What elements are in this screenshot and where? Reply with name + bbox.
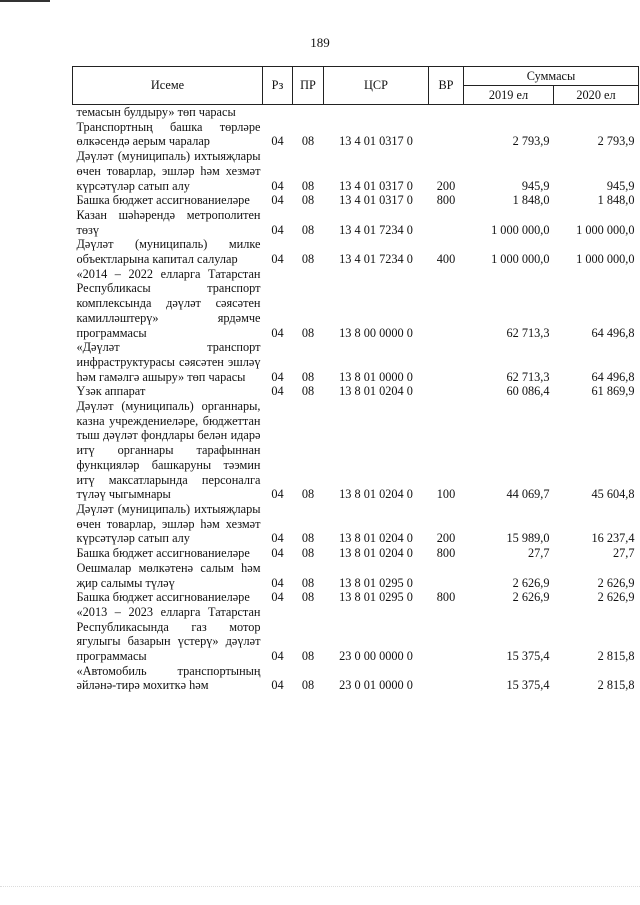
row-pr-cell: 08 bbox=[301, 678, 315, 693]
row-rz-cell: 04 bbox=[271, 590, 284, 605]
row-csr-cell: 23 0 00 0000 0 bbox=[339, 649, 413, 664]
row-vr-cell bbox=[429, 664, 464, 693]
table-row bbox=[73, 267, 639, 341]
row-name-cell: Дәүләт (муниципаль) милке объектларына капитал салулар bbox=[76, 237, 261, 267]
row-rz-cell: 04 bbox=[271, 325, 284, 340]
row-csr-cell: 13 4 01 7234 0 bbox=[339, 222, 413, 237]
row-pr-cell: 08 bbox=[301, 325, 315, 340]
row-pr-cell: 08 bbox=[301, 222, 315, 237]
row-sum-2020-cell: 2 793,9 bbox=[597, 134, 635, 149]
row-csr-cell: 13 4 01 0317 0 bbox=[339, 134, 413, 149]
row-rz-cell: 04 bbox=[271, 369, 284, 384]
row-pr-cell: 08 bbox=[301, 531, 315, 546]
row-name-cell: темасын булдыру» төп чарасы Транспортның башка төрләре өлкәсендә аерым чаралар bbox=[76, 105, 261, 149]
table-row bbox=[73, 149, 639, 193]
row-sum-2020-cell: 2 815,8 bbox=[597, 678, 635, 693]
row-sum-2020-cell: 2 626,9 bbox=[597, 575, 635, 590]
header-vr: ВР bbox=[429, 67, 464, 105]
row-sum-2020-cell: 1 000 000,0 bbox=[576, 222, 635, 237]
row-sum-2019-cell: 27,7 bbox=[527, 546, 550, 561]
row-sum-2019-cell: 2 793,9 bbox=[512, 134, 550, 149]
row-csr-cell: 13 8 01 0204 0 bbox=[339, 531, 413, 546]
row-pr-cell: 08 bbox=[301, 384, 315, 399]
row-rz-cell: 04 bbox=[271, 546, 284, 561]
row-vr-cell bbox=[429, 384, 464, 399]
row-sum-2019-cell: 15 375,4 bbox=[506, 678, 550, 693]
row-sum-2019-cell: 1 000 000,0 bbox=[491, 222, 550, 237]
table-row bbox=[73, 605, 639, 664]
row-sum-2020-cell: 16 237,4 bbox=[591, 531, 635, 546]
page-number: 189 bbox=[310, 35, 330, 50]
row-rz-cell: 04 bbox=[271, 678, 284, 693]
row-vr-cell: 200 bbox=[436, 178, 456, 193]
row-sum-2019-cell: 62 713,3 bbox=[506, 369, 550, 384]
row-name-cell: «Автомобиль транспортының әйләнә-тирә мохиткә һәм bbox=[76, 663, 261, 693]
row-pr-cell: 08 bbox=[301, 649, 315, 664]
row-name-cell: Казан шәһәрендә метрополитен төзү bbox=[76, 207, 261, 237]
header-pr: ПР bbox=[293, 67, 324, 105]
header-csr: ЦСР bbox=[324, 67, 429, 105]
row-vr-cell: 800 bbox=[436, 193, 456, 208]
row-csr-cell: 13 8 01 0000 0 bbox=[339, 369, 413, 384]
row-name-cell: Дәүләт (муниципаль) органнары, казна учреждениеләре, бюджеттан тыш дәүләт фондлары белән идарә итү органнары тарафыннан функцияләр башкаруны тәэмин итү максатларында персоналга түләү чыгымнары bbox=[76, 399, 261, 502]
row-pr-cell: 08 bbox=[301, 575, 315, 590]
row-csr-cell: 13 4 01 0317 0 bbox=[339, 193, 413, 208]
row-csr-cell: 13 8 01 0295 0 bbox=[339, 575, 413, 590]
row-sum-2020-cell: 27,7 bbox=[612, 546, 635, 561]
row-csr-cell: 13 8 01 0204 0 bbox=[339, 384, 413, 399]
table-row bbox=[73, 664, 639, 693]
row-name-cell: «Дәүләт транспорт инфраструктурасы сәясәтен эшләү һәм гамәлгә ашыру» төп чарасы bbox=[76, 340, 261, 384]
row-sum-2020-cell: 64 496,8 bbox=[591, 369, 635, 384]
row-name-cell: Башка бюджет ассигнованиеләре bbox=[76, 546, 250, 561]
row-sum-2020-cell: 2 626,9 bbox=[597, 590, 635, 605]
row-pr-cell: 08 bbox=[301, 178, 315, 193]
row-vr-cell bbox=[429, 105, 464, 150]
row-sum-2020-cell: 45 604,8 bbox=[591, 487, 635, 502]
row-vr-cell bbox=[429, 605, 464, 664]
row-name-cell: Дәүләт (муниципаль) ихтыяҗлары өчен товарлар, эшләр һәм хезмәт күрсәтүләр сатып алу bbox=[76, 501, 261, 546]
row-rz-cell: 04 bbox=[271, 531, 284, 546]
row-csr-cell: 13 8 01 0295 0 bbox=[339, 590, 413, 605]
row-sum-2019-cell: 60 086,4 bbox=[506, 384, 550, 399]
row-csr-cell: 13 4 01 7234 0 bbox=[339, 252, 413, 267]
table-row bbox=[73, 546, 639, 561]
row-csr-cell: 13 4 01 0317 0 bbox=[339, 178, 413, 193]
row-csr-cell: 13 8 01 0204 0 bbox=[339, 546, 413, 561]
row-pr-cell: 08 bbox=[301, 134, 315, 149]
row-vr-cell: 800 bbox=[436, 546, 456, 561]
top-rule bbox=[0, 0, 50, 2]
row-rz-cell: 04 bbox=[271, 575, 284, 590]
row-rz-cell: 04 bbox=[271, 384, 284, 399]
row-rz-cell: 04 bbox=[271, 193, 284, 208]
row-vr-cell bbox=[429, 340, 464, 384]
header-name: Исеме bbox=[73, 67, 263, 105]
row-sum-2019-cell: 2 626,9 bbox=[512, 575, 550, 590]
row-name-cell: «2014 – 2022 елларга Татарстан Республикасы транспорт комплексында дәүләт сәясәтен камилләштерү» ярдәмче программасы bbox=[76, 266, 261, 340]
table-row bbox=[73, 561, 639, 590]
row-pr-cell: 08 bbox=[301, 590, 315, 605]
row-rz-cell: 04 bbox=[271, 134, 284, 149]
table-row bbox=[73, 208, 639, 237]
row-rz-cell: 04 bbox=[271, 222, 284, 237]
row-vr-cell: 200 bbox=[436, 531, 456, 546]
row-pr-cell: 08 bbox=[301, 252, 315, 267]
row-sum-2019-cell: 1 848,0 bbox=[512, 193, 550, 208]
row-sum-2019-cell: 15 989,0 bbox=[506, 531, 550, 546]
row-csr-cell: 13 8 01 0204 0 bbox=[339, 487, 413, 502]
row-pr-cell: 08 bbox=[301, 193, 315, 208]
table-row bbox=[73, 590, 639, 605]
row-vr-cell: 100 bbox=[436, 487, 456, 502]
row-sum-2020-cell: 945,9 bbox=[606, 178, 635, 193]
row-vr-cell: 400 bbox=[436, 252, 456, 267]
row-rz-cell: 04 bbox=[271, 487, 284, 502]
row-rz-cell: 04 bbox=[271, 649, 284, 664]
row-sum-2019-cell: 44 069,7 bbox=[506, 487, 550, 502]
row-name-cell: Дәүләт (муниципаль) ихтыяҗлары өчен товарлар, эшләр һәм хезмәт күрсәтүләр сатып алу bbox=[76, 149, 261, 193]
row-sum-2020-cell: 1 848,0 bbox=[597, 193, 635, 208]
table-row bbox=[73, 399, 639, 502]
row-rz-cell: 04 bbox=[271, 252, 284, 267]
row-sum-2020-cell: 61 869,9 bbox=[591, 384, 635, 399]
row-vr-cell: 800 bbox=[436, 590, 456, 605]
header-2019: 2019 ел bbox=[464, 86, 554, 105]
row-sum-2019-cell: 945,9 bbox=[521, 178, 550, 193]
table-row bbox=[73, 384, 639, 399]
table-row bbox=[73, 340, 639, 384]
row-sum-2019-cell: 15 375,4 bbox=[506, 649, 550, 664]
row-sum-2019-cell: 62 713,3 bbox=[506, 325, 550, 340]
row-csr-cell: 23 0 01 0000 0 bbox=[339, 678, 413, 693]
row-vr-cell bbox=[429, 561, 464, 590]
row-pr-cell: 08 bbox=[301, 487, 315, 502]
header-sums: Суммасы bbox=[464, 67, 639, 86]
row-name-cell: Оешмалар мөлкәтенә салым һәм җир салымы түләү bbox=[76, 560, 261, 590]
row-sum-2020-cell: 1 000 000,0 bbox=[576, 252, 635, 267]
table-row bbox=[73, 105, 639, 150]
scan-noise bbox=[0, 885, 640, 887]
row-rz-cell: 04 bbox=[271, 178, 284, 193]
row-sum-2020-cell: 2 815,8 bbox=[597, 649, 635, 664]
row-name-cell: Башка бюджет ассигнованиеләре bbox=[76, 193, 250, 208]
budget-table bbox=[72, 66, 639, 693]
table-row bbox=[73, 237, 639, 266]
table-row bbox=[73, 193, 639, 208]
row-vr-cell bbox=[429, 267, 464, 341]
header-rz: Рз bbox=[263, 67, 293, 105]
row-pr-cell: 08 bbox=[301, 546, 315, 561]
row-vr-cell bbox=[429, 208, 464, 237]
header-2020: 2020 ел bbox=[554, 86, 639, 105]
row-csr-cell: 13 8 00 0000 0 bbox=[339, 325, 413, 340]
row-sum-2019-cell: 2 626,9 bbox=[512, 590, 550, 605]
row-name-cell: Башка бюджет ассигнованиеләре bbox=[76, 590, 250, 605]
row-name-cell: Үзәк аппарат bbox=[76, 384, 146, 399]
row-sum-2019-cell: 1 000 000,0 bbox=[491, 252, 550, 267]
row-name-cell: «2013 – 2023 елларга Татарстан Республикасында газ мотор ягулыгы базарын үстерү» дәүләт программасы bbox=[76, 604, 261, 664]
table-row bbox=[73, 502, 639, 546]
row-pr-cell: 08 bbox=[301, 369, 315, 384]
row-sum-2020-cell: 64 496,8 bbox=[591, 325, 635, 340]
